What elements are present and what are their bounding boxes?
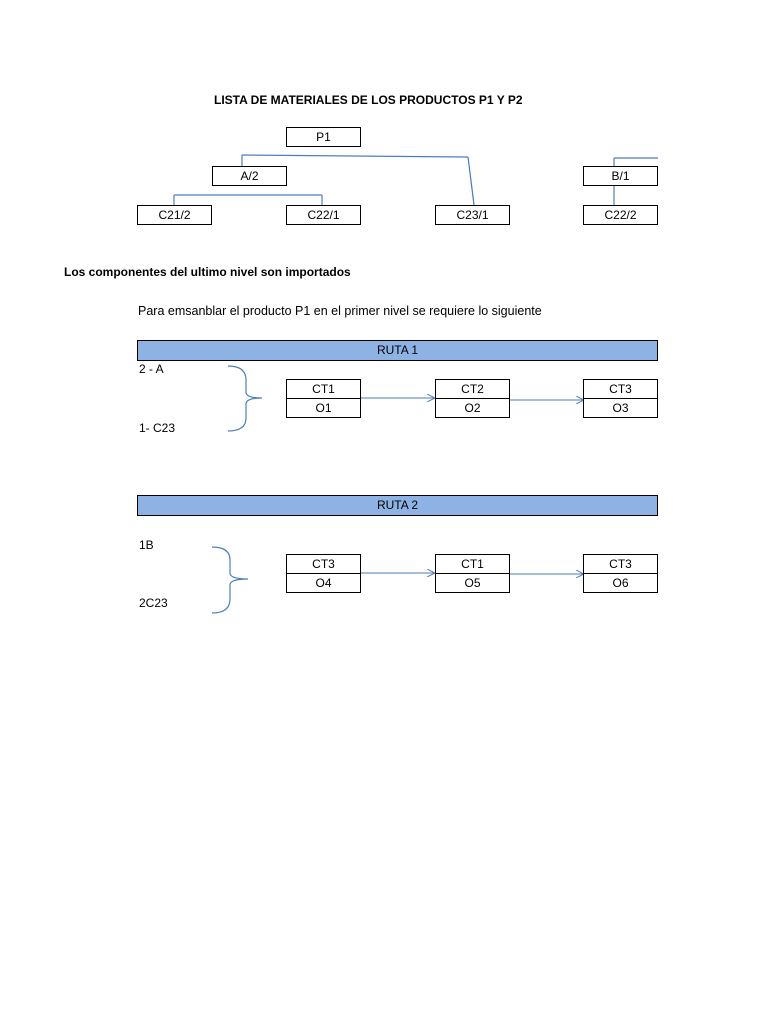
route1-operation-3: [583, 379, 658, 418]
route2-header: RUTA 2: [137, 495, 658, 516]
bom-node-b: B/1: [583, 166, 658, 186]
route1-operation-2: [435, 379, 510, 418]
imported-components-note: Los componentes del ultimo nivel son importados: [64, 265, 351, 279]
bom-connector-p1-c23: [468, 157, 474, 205]
operation-label: O4: [287, 573, 360, 592]
work-center-label: CT3: [312, 557, 335, 571]
bom-node-a: A/2: [212, 166, 287, 186]
page-title: LISTA DE MATERIALES DE LOS PRODUCTOS P1 Y P2: [214, 93, 523, 107]
operation-label: O6: [584, 573, 657, 592]
assembly-intro: Para emsanblar el producto P1 en el primer nivel se requiere lo siguiente: [138, 304, 542, 318]
work-center-label: CT2: [461, 382, 484, 396]
route1-brace: [228, 366, 262, 431]
route2-operation-2: [435, 554, 510, 593]
route2-brace: [212, 547, 248, 613]
bom-node-c22-p2: C22/2: [583, 205, 658, 225]
work-center-label: CT3: [609, 382, 632, 396]
operation-label: O3: [584, 398, 657, 417]
route2-operation-1: [286, 554, 361, 593]
route1-header: RUTA 1: [137, 340, 658, 361]
bom-node-c22: C22/1: [286, 205, 361, 225]
operation-label: O5: [436, 573, 509, 592]
route2-input-b: 1B: [139, 538, 154, 552]
bom-node-c21: C21/2: [137, 205, 212, 225]
work-center-label: CT3: [609, 557, 632, 571]
route1-input-a: 2 - A: [139, 362, 164, 376]
route2-operation-3: [583, 554, 658, 593]
bom-node-p1: P1: [286, 127, 361, 147]
bom-connector-p1: [242, 155, 468, 157]
route2-input-c23: 2C23: [139, 596, 168, 610]
operation-label: O2: [436, 398, 509, 417]
route1-input-c23: 1- C23: [139, 421, 176, 435]
operation-label: O1: [287, 398, 360, 417]
bom-node-c23: C23/1: [435, 205, 510, 225]
work-center-label: CT1: [312, 382, 335, 396]
work-center-label: CT1: [461, 557, 484, 571]
route1-operation-1: [286, 379, 361, 418]
